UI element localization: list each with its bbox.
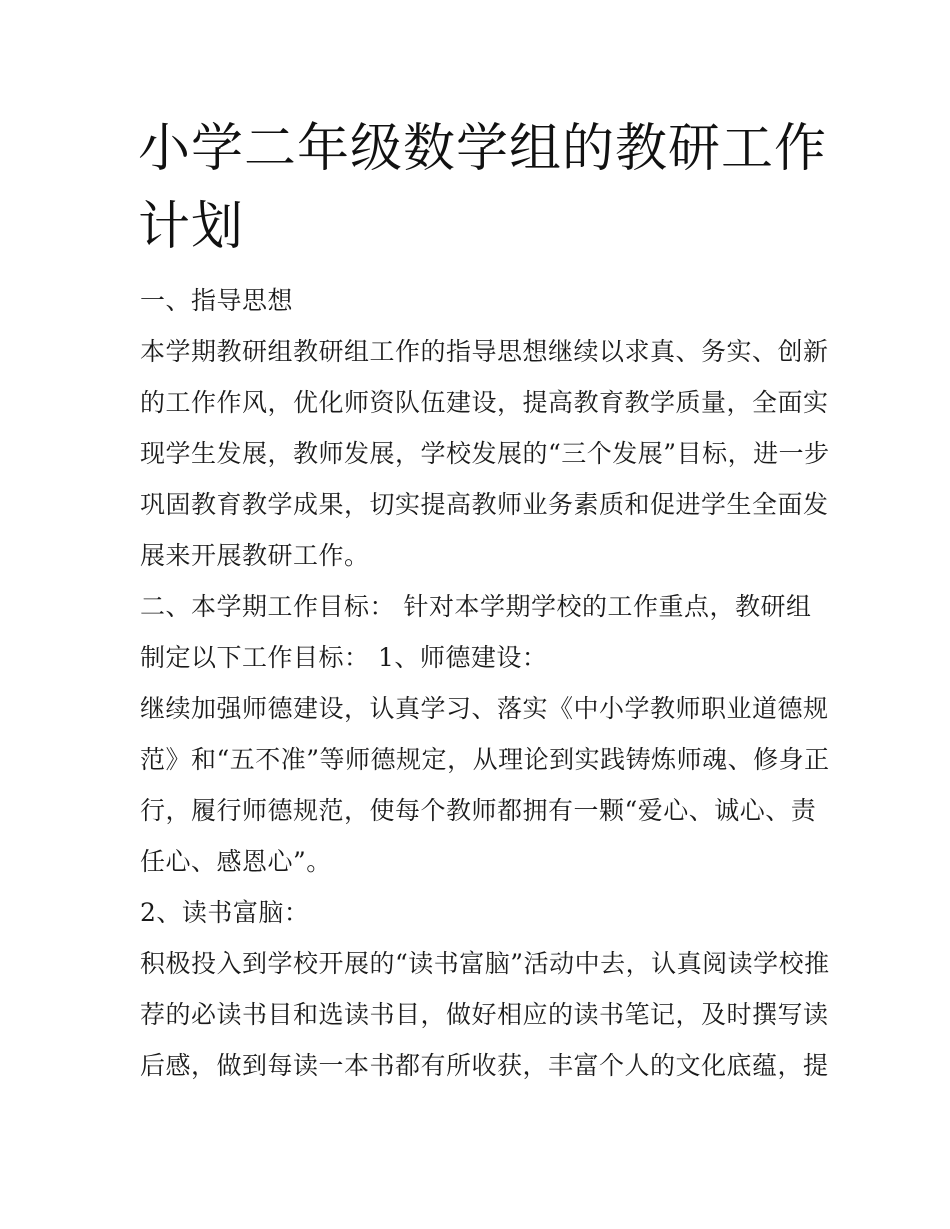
body-line: 行，履行师德规范，使每个教师都拥有一颗“爱心、诚心、责 <box>140 796 817 825</box>
body-line: 荐的必读书目和选读书目，做好相应的读书笔记，及时撰写读 <box>140 1000 829 1029</box>
document-title <box>138 110 838 266</box>
body-line: 范》和“五不准”等师德规定，从理论到实践铸炼师魂、修身正 <box>140 745 830 774</box>
body-line: 制定以下工作目标： 1、师德建设： <box>140 643 548 672</box>
body-line: 的工作作风，优化师资队伍建设，提高教育教学质量，全面实 <box>140 388 829 417</box>
section-heading-guiding-ideology: 一、指导思想 <box>140 286 294 315</box>
body-line: 本学期教研组教研组工作的指导思想继续以求真、务实、创新 <box>140 337 829 366</box>
section-heading-goals: 二、本学期工作目标： 针对本学期学校的工作重点，教研组 <box>140 592 812 621</box>
subheading-reading: 2、读书富脑： <box>140 898 310 927</box>
body-line: 现学生发展，教师发展，学校发展的“三个发展”目标，进一步 <box>140 439 830 468</box>
title-line-2: 计划 <box>138 197 245 257</box>
body-line: 后感，做到每读一本书都有所收获，丰富个人的文化底蕴，提 <box>140 1051 829 1080</box>
body-line: 继续加强师德建设，认真学习、落实《中小学教师职业道德规 <box>140 694 829 723</box>
body-line: 积极投入到学校开展的“读书富脑”活动中去，认真阅读学校推 <box>140 949 830 978</box>
body-line: 任心、感恩心”。 <box>140 847 332 876</box>
title-line-1: 小学二年级数学组的教研工作 <box>138 119 828 179</box>
body-line: 巩固教育教学成果，切实提高教师业务素质和促进学生全面发 <box>140 490 829 519</box>
body-line: 展来开展教研工作。 <box>140 541 370 570</box>
